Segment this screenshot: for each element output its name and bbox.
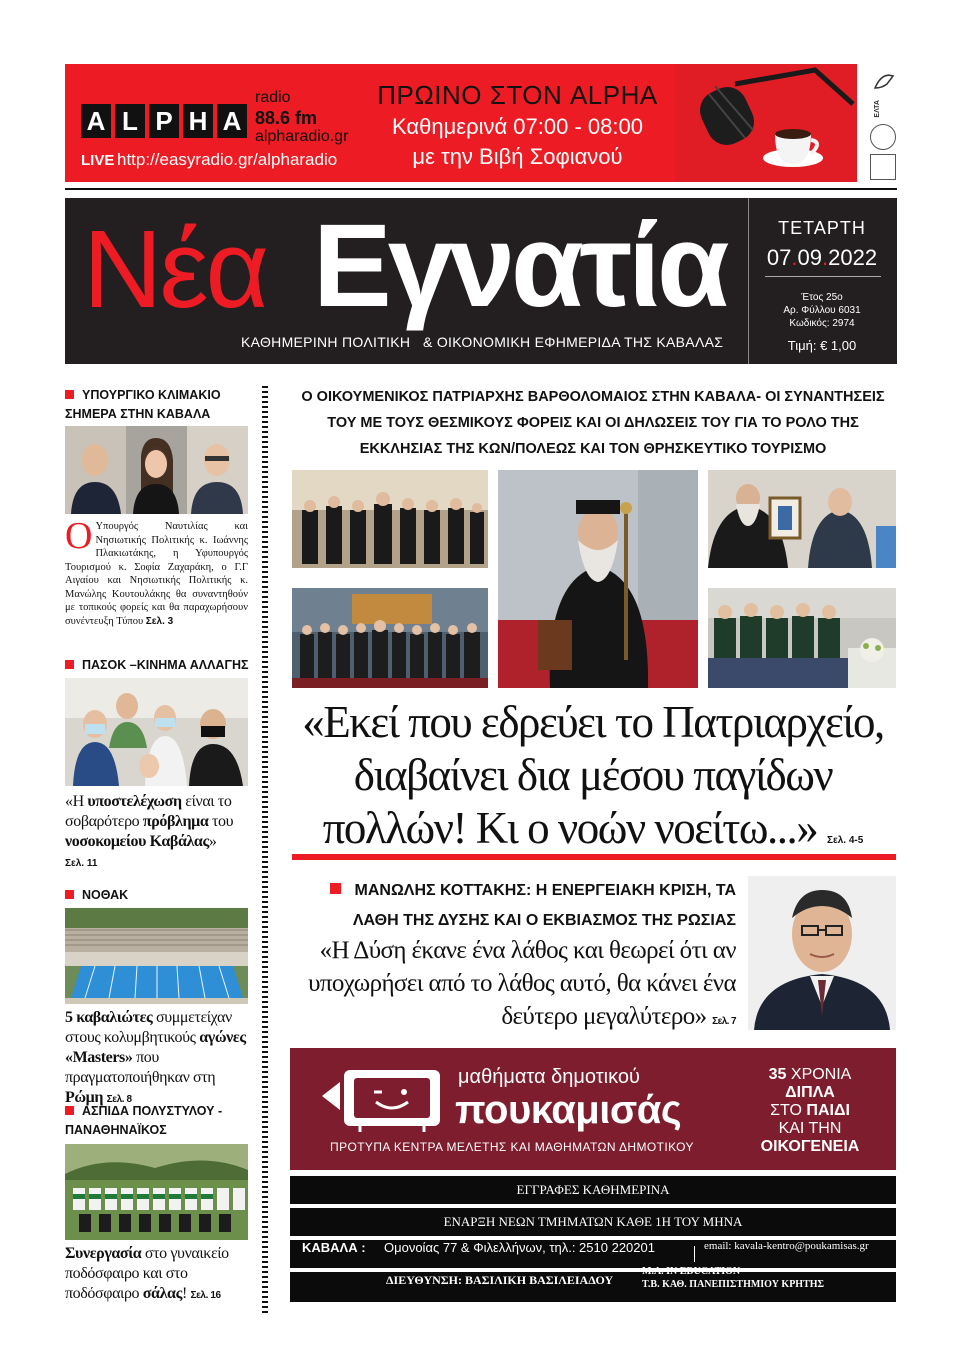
dropcap: Ο <box>65 515 93 557</box>
gift-presentation-photo[interactable] <box>708 470 896 568</box>
issue-price: Τιμή: € 1,00 <box>787 338 857 353</box>
radio-frequency: 88.6 fm <box>255 108 318 128</box>
postal-stamps <box>866 64 896 182</box>
live-url-link[interactable]: http://easyradio.gr/alpharadio <box>117 150 338 169</box>
alpha-letter: A <box>81 104 111 138</box>
section-head-aspida: ΑΣΠΙΔΑ ΠΟΛΥΣΤΥΛΟΥ - ΠΑΝΑΘΗΝΑΪΚΟΣ <box>65 1104 223 1137</box>
date-rule <box>765 276 881 277</box>
show-time: Καθημερινά 07:00 - 08:00 <box>392 114 643 139</box>
alpha-letter: H <box>183 104 213 138</box>
patriarch-quote[interactable]: «Εκεί που εδρεύει το Πατριαρχείο, διαβαίνει δια μέσου παγίδων πολλών! Κι ο νοών νοείτω...» Σελ. 4-5 <box>302 697 884 853</box>
microphone-coffee-icon <box>675 64 857 182</box>
group-photo[interactable] <box>292 588 488 688</box>
masthead <box>65 198 897 364</box>
show-host: με την Βιβή Σοφιανού <box>412 144 623 169</box>
patriarch-meeting-photo[interactable] <box>292 470 488 568</box>
issue-date: 07.09.2022 <box>766 245 878 270</box>
ad-bar-registrations: ΕΓΓΡΑΦΕΣ ΚΑΘΗΜΕΡΙΝΑ <box>290 1176 896 1204</box>
alpha-letter: L <box>115 104 145 138</box>
radio-label: radio <box>255 89 291 106</box>
ad-small-title: μαθήματα δημοτικού <box>458 1066 640 1088</box>
ad-years: 35 ΧΡΟΝΙΑ <box>768 1066 852 1083</box>
university-ceremony-photo[interactable] <box>708 588 896 688</box>
ad-bar-director <box>290 1266 896 1302</box>
ad-line: ΣΤΟ ΠΑΙΔΙ <box>770 1102 850 1119</box>
masthead-subtitle: & ΟΙΚΟΝΟΜΙΚΗ ΕΦΗΜΕΡΙΔΑ ΤΗΣ ΚΑΒΑΛΑΣ <box>423 334 724 350</box>
ad-address: Ομονοίας 77 & Φιλελλήνων, τηλ.: 2510 220201 <box>384 1240 655 1255</box>
kottakis-portrait-photo[interactable] <box>748 876 896 1030</box>
elta-label: ΕΛΤΑ <box>874 100 881 118</box>
masthead-title-egnatia: Εγνατία <box>313 200 726 332</box>
ministers-photo[interactable] <box>65 426 248 514</box>
patriarch-headline[interactable]: Ο ΟΙΚΟΥΜΕΝΙΚΟΣ ΠΑΤΡΙΑΡΧΗΣ ΒΑΡΘΟΛΟΜΑΙΟΣ ΣΤΗΝ ΚΑΒΑΛΑ- ΟΙ ΣΥΝΑΝΤΗΣΕΙΣ ΤΟΥ ΜΕ ΤΟΥΣ ΘΕΣΜΙΚΟΥΣ ΦΟΡΕΙΣ ΚΑΙ ΟΙ ΔΗΛΩΣΕΙΣ ΤΟΥ ΓΙΑ ΤΟ ΡΟΛΟ ΤΗΣ ΕΚΚΛΗΣΙΑΣ ΤΗΣ ΚΩΝ/ΠΟΛΕΩΣ ΚΑΙ ΤΟΝ ΘΡΗΣΚΕΥΤΙΚΟ ΤΟΥΡΙΣΜΟ <box>301 389 885 457</box>
ad-line: ΚΑΙ ΤΗΝ <box>778 1120 842 1137</box>
kottakis-headline[interactable]: ΜΑΝΩΛΗΣ ΚΟΤΤΑΚΗΣ: Η ΕΝΕΡΓΕΙΑΚΗ ΚΡΙΣΗ, ΤΑ ΛΑΘΗ ΤΗΣ ΔΥΣΗΣ ΚΑΙ Ο ΕΚΒΙΑΣΜΟΣ ΤΗΣ ΡΩΣΙΑΣ <box>300 876 736 936</box>
ad-bar-address <box>290 1240 896 1268</box>
page-ref[interactable]: Σελ. 3 <box>145 615 174 627</box>
page-ref[interactable]: Σελ. 4-5 <box>826 835 864 846</box>
page-ref[interactable]: Σελ. 7 <box>712 1016 736 1027</box>
date-day: 07 <box>766 245 792 270</box>
ad-bar-new-classes: ΕΝΑΡΞΗ ΝΕΩΝ ΤΜΗΜΑΤΩΝ ΚΑΘΕ 1Η ΤΟΥ ΜΗΝΑ <box>290 1208 896 1236</box>
page-ref[interactable]: Σελ. 11 <box>65 858 98 869</box>
pasok-lead: «Η υποστελέχωση είναι το σοβαρότερο πρόβλημα του νοσοκομείου Καβάλας» <box>65 793 234 850</box>
top-rule <box>65 188 897 190</box>
ad-line: ΟΙΚΟΓΕΝΕΙΑ <box>760 1138 860 1155</box>
hospital-staff-photo[interactable] <box>65 678 248 786</box>
issue-number: Αρ. Φύλλου 6031 <box>783 305 861 316</box>
date-year: 2022 <box>828 245 878 270</box>
column-separator <box>262 386 268 1314</box>
page-ref[interactable]: Σελ. 16 <box>190 1290 221 1301</box>
radio-site: alpharadio.gr <box>255 128 349 145</box>
ad-email-link[interactable]: email: kavala-kentro@poukamisas.gr <box>704 1240 869 1252</box>
kottakis-quote[interactable]: «Η Δύση έκανε ένα λάθος και θεωρεί ότι αν υποχωρήσει από το λάθος αυτό, θα κάνει ένα δεύτερο μεγαλύτερο» Σελ. 7 <box>308 937 736 1030</box>
show-title: ΠΡΩΙΝΟ ΣΤΟΝ ALPHA <box>377 80 658 110</box>
radio-banner-ad[interactable] <box>65 64 857 182</box>
issue-code: Κωδικός: 2974 <box>789 318 855 329</box>
alpha-logo <box>81 104 246 138</box>
nothak-lead: 5 καβαλιώτες συμμετείχαν στους κολυμβητικούς αγώνες «Masters» που πραγματοποιήθηκαν στη Ρώμη Σελ. 8 <box>65 1009 246 1106</box>
poukamisas-ad[interactable] <box>290 1048 896 1170</box>
section-head-nothak: ΝΟΘΑΚ <box>65 886 128 905</box>
seal-icon <box>870 124 896 150</box>
pencil-smile-icon <box>320 1062 444 1132</box>
issue-year: Έτος 25ο <box>801 292 843 303</box>
masthead-subtitle: ΚΑΘΗΜΕΡΙΝΗ ΠΟΛΙΤΙΚΗ <box>241 334 411 350</box>
page-ref[interactable]: Σελ. 8 <box>106 1094 132 1105</box>
masthead-divider <box>748 198 749 364</box>
ad-director: ΔΙΕΥΘΥΝΣΗ: ΒΑΣΙΛΙΚΗ ΒΑΣΙΛΕΙΑΔΟΥ <box>386 1273 614 1287</box>
ad-brand: πουκαμισάς <box>455 1088 682 1132</box>
ad-degree: M.A. IN EDUCATION <box>642 1266 741 1277</box>
aspida-lead: Συνεργασία στο γυναικείο ποδόσφαιρο και στο ποδόσφαιρο σάλας! Σελ. 16 <box>65 1245 229 1302</box>
ad-tagline: ΠΡΟΤΥΠΑ ΚΕΝΤΡΑ ΜΕΛΕΤΗΣ ΚΑΙ ΜΑΘΗΜΑΤΩΝ ΔΗΜΟΤΙΚΟΥ <box>330 1140 694 1154</box>
red-rule <box>292 854 896 860</box>
bar-divider <box>694 1246 695 1262</box>
swimming-pool-photo[interactable] <box>65 908 248 1004</box>
cabinet-article-text: Ο Υπουργός Ναυτιλίας και Νησιωτικής Πολιτικής κ. Ιωάννης Πλακιωτάκης, η Υφυπουργός Τουρισμού κ. Σοφία Ζαχαράκη, ο Γ.Γ Αιγαίου και Νησιωτικής Πολιτικής κ. Μανώλης Κουτουλάκης θα συναντηθούν με τοπικούς φορείς και θα παραχωρήσουν συνέντευξη Τύπου Σελ. 3 <box>65 515 248 627</box>
stamp-icon <box>870 154 896 180</box>
patriarch-portrait-photo[interactable] <box>498 470 698 688</box>
football-team-photo[interactable] <box>65 1144 248 1240</box>
alpha-letter: A <box>217 104 247 138</box>
section-head-cabinet: ΥΠΟΥΡΓΙΚΟ ΚΛΙΜΑΚΙΟ ΣΗΜΕΡΑ ΣΤΗΝ ΚΑΒΑΛΑ <box>65 388 221 421</box>
ad-line: ΔΙΠΛΑ <box>785 1084 835 1101</box>
section-head-pasok: ΠΑΣΟΚ –ΚΙΝΗΜΑ ΑΛΛΑΓΗΣ <box>65 656 249 675</box>
issue-day: ΤΕΤΑΡΤΗ <box>778 218 866 238</box>
live-label: LIVE <box>81 152 115 169</box>
ad-degree: Τ.Β. ΚΑΘ. ΠΑΝΕΠΙΣΤΗΜΙΟΥ ΚΡΗΤΗΣ <box>642 1279 825 1290</box>
elta-logo-icon <box>872 70 896 100</box>
alpha-letter: P <box>149 104 179 138</box>
ad-city: ΚΑΒΑΛΑ : <box>302 1240 366 1255</box>
masthead-title-nea: Νέα <box>83 208 267 331</box>
date-month: 09 <box>797 245 822 270</box>
